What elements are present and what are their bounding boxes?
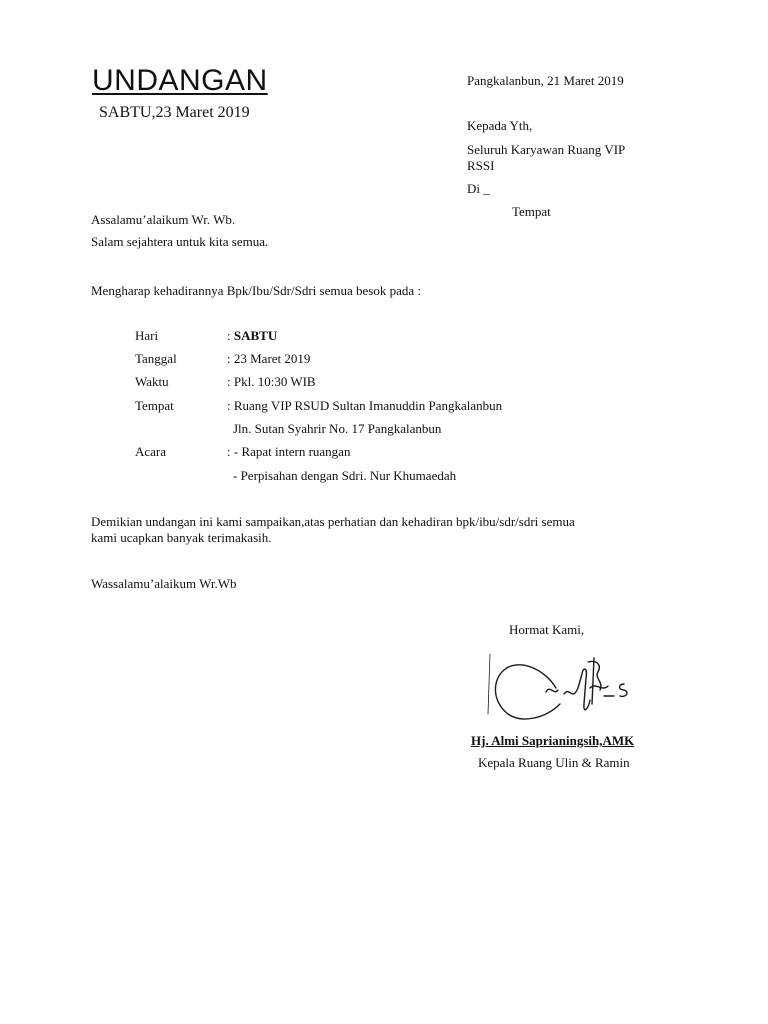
hari-separator: :	[227, 328, 234, 343]
tempat-value-1: : Ruang VIP RSUD Sultan Imanuddin Pangkalanbun	[227, 398, 503, 413]
event-date-heading: SABTU,23 Maret 2019	[99, 104, 250, 121]
place-and-date: Pangkalanbun, 21 Maret 2019	[467, 73, 624, 88]
closing-text-1: Demikian undangan ini kami sampaikan,atas perhatian dan kehadiran bpk/ibu/sdr/sdri semua	[91, 514, 575, 529]
hari-label: Hari	[135, 328, 159, 343]
intro-text: Mengharap kehadirannya Bpk/Ibu/Sdr/Sdri semua besok pada :	[91, 283, 421, 298]
waktu-label: Waktu	[135, 374, 169, 389]
salam-text: Salam sejahtera untuk kita semua.	[91, 234, 269, 249]
closing-text-2: kami ucapkan banyak terimakasih.	[91, 530, 272, 545]
waktu-value: : Pkl. 10:30 WIB	[227, 374, 316, 389]
hari-value	[227, 328, 277, 344]
tanggal-label: Tanggal	[135, 351, 177, 366]
recipient-tempat: Tempat	[512, 204, 551, 219]
acara-value-2: - Perpisahan dengan Sdri. Nur Khumaedah	[233, 468, 457, 483]
recipient-di: Di _	[467, 181, 490, 196]
letter-title: UNDANGAN	[92, 64, 268, 97]
signer-name: Hj. Almi Saprianingsih,AMK	[471, 733, 635, 748]
tempat-value-2: Jln. Sutan Syahrir No. 17 Pangkalanbun	[233, 421, 442, 436]
wassalam-text: Wassalamu’alaikum Wr.Wb	[91, 576, 237, 591]
hormat-kami: Hormat Kami,	[509, 622, 585, 637]
handwritten-signature	[484, 644, 644, 726]
recipient-line-2: RSSI	[467, 158, 495, 173]
hari-day: SABTU	[233, 328, 278, 343]
signer-position: Kepala Ruang Ulin & Ramin	[478, 755, 630, 770]
recipient-salutation: Kepada Yth,	[467, 118, 533, 133]
tanggal-value: : 23 Maret 2019	[227, 351, 311, 366]
acara-label: Acara	[135, 444, 167, 459]
recipient-line-1: Seluruh Karyawan Ruang VIP	[467, 142, 626, 157]
greeting: Assalamu’alaikum Wr. Wb.	[91, 212, 236, 227]
acara-value-1: : - Rapat intern ruangan	[227, 444, 351, 459]
tempat-label: Tempat	[135, 398, 174, 413]
